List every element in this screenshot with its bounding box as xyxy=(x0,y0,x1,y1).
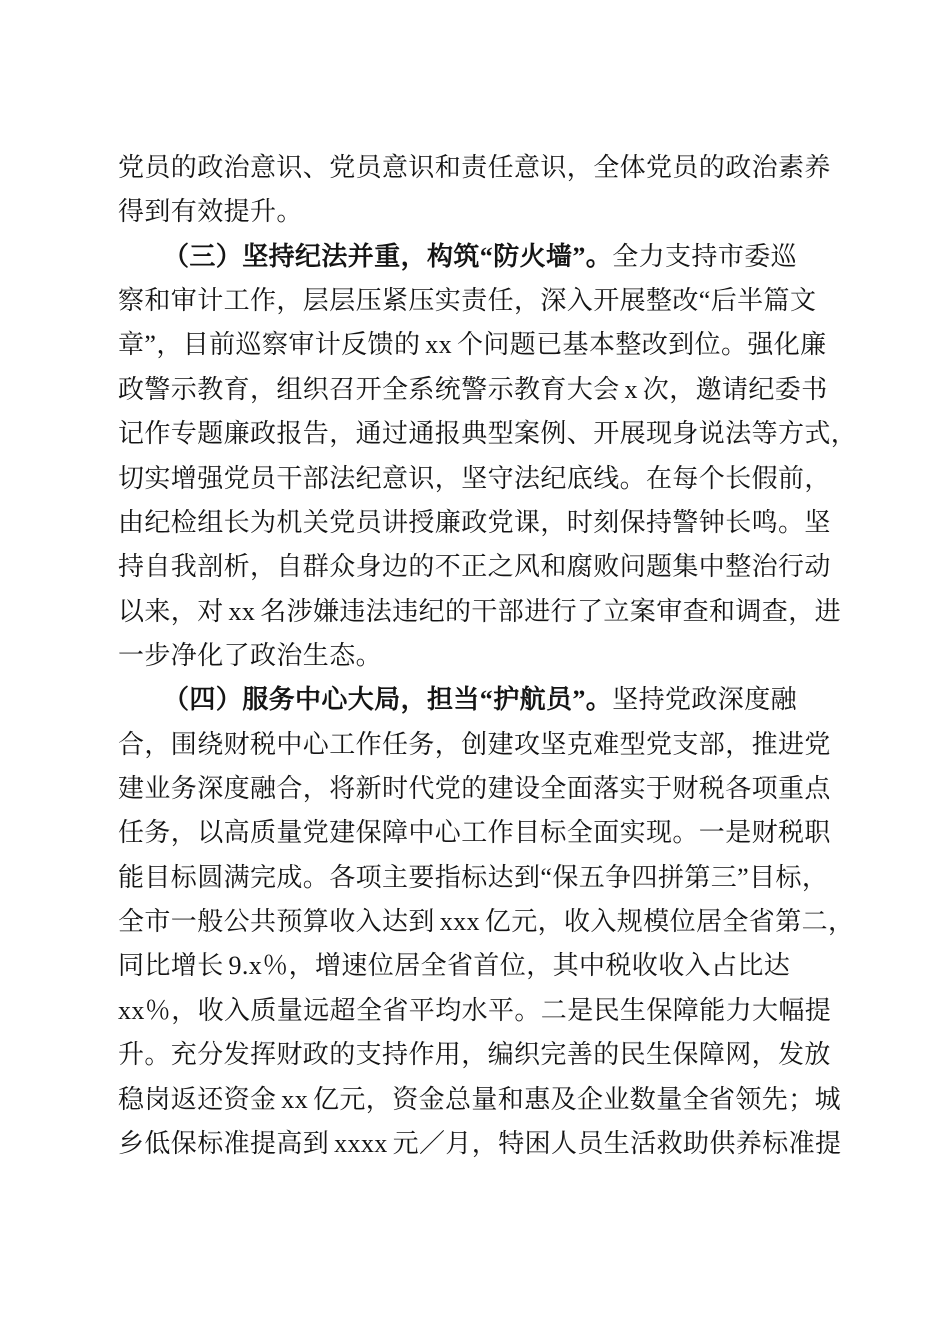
paragraph-start-line xyxy=(118,235,834,279)
text-line xyxy=(118,900,855,944)
body-text: 得到有效提升。 xyxy=(118,197,303,227)
text-line xyxy=(118,368,834,412)
text-line xyxy=(118,545,834,589)
section-heading: （三）坚持纪法并重，构筑“防火墙”。 xyxy=(163,241,613,271)
paragraph-start-line xyxy=(118,678,834,722)
body-text: 一步净化了政治生态。 xyxy=(118,640,383,670)
body-text: 稳岗返还资金 xx 亿元，资金总量和惠及企业数量全省领先；城 xyxy=(118,1084,842,1114)
text-line xyxy=(118,723,834,767)
body-text: 全力支持市委巡 xyxy=(612,241,798,271)
text-line xyxy=(118,146,834,190)
body-text: 坚持党政深度融 xyxy=(612,685,798,715)
document-text-block xyxy=(118,146,858,1166)
body-text: 察和审计工作，层层压紧压实责任，深入开展整改“后半篇文 xyxy=(118,286,817,316)
body-text: 以来，对 xx 名涉嫌违法违纪的干部进行了立案审查和调查，进 xyxy=(118,596,842,626)
body-text: 由纪检组长为机关党员讲授廉政党课，时刻保持警钟长鸣。坚 xyxy=(118,507,831,537)
text-line xyxy=(118,811,834,855)
section-heading: （四）服务中心大局，担当“护航员”。 xyxy=(163,685,613,715)
text-line xyxy=(118,323,834,367)
body-text: 乡低保标准提高到 xxxx 元／月，特困人员生活救助供养标准提 xyxy=(118,1128,842,1158)
text-line xyxy=(118,989,834,1033)
body-text: 记作专题廉政报告，通过通报典型案例、开展现身说法等方式， xyxy=(118,419,858,449)
body-text: 建业务深度融合，将新时代党的建设全面落实于财税各项重点 xyxy=(118,774,831,804)
text-line xyxy=(118,767,834,811)
paragraph-end-line xyxy=(118,190,834,234)
body-text: 同比增长 9.x％，增速位居全省首位，其中税收收入占比达 xyxy=(118,951,791,981)
text-line xyxy=(118,944,834,988)
body-text: xx％，收入质量远超全省平均水平。二是民生保障能力大幅提 xyxy=(118,995,832,1025)
text-line xyxy=(118,501,834,545)
text-line xyxy=(118,856,834,900)
paragraph-end-line xyxy=(118,634,834,678)
text-line xyxy=(118,412,858,456)
body-text: 合，围绕财税中心工作任务，创建攻坚克难型党支部，推进党 xyxy=(118,729,831,759)
text-line xyxy=(118,457,834,501)
text-line xyxy=(118,590,842,634)
body-text: 切实增强党员干部法纪意识，坚守法纪底线。在每个长假前， xyxy=(118,463,831,493)
body-text: 政警示教育，组织召开全系统警示教育大会 x 次，邀请纪委书 xyxy=(118,374,828,404)
body-text: 任务，以高质量党建保障中心工作目标全面实现。一是财税职 xyxy=(118,818,831,848)
body-text: 党员的政治意识、党员意识和责任意识，全体党员的政治素养 xyxy=(118,153,831,182)
body-text: 章”，目前巡察审计反馈的 xx 个问题已基本整改到位。强化廉 xyxy=(118,330,827,360)
text-line xyxy=(118,1033,834,1077)
text-line xyxy=(118,1078,842,1122)
body-text: 持自我剖析，自群众身边的不正之风和腐败问题集中整治行动 xyxy=(118,552,831,582)
text-line xyxy=(118,1122,842,1166)
body-text: 全市一般公共预算收入达到 xxx 亿元，收入规模位居全省第二， xyxy=(118,907,855,937)
body-text: 升。充分发挥财政的支持作用，编织完善的民生保障网，发放 xyxy=(118,1040,831,1070)
body-text: 能目标圆满完成。各项主要指标达到“保五争四拼第三”目标， xyxy=(118,862,829,892)
text-line xyxy=(118,279,834,323)
